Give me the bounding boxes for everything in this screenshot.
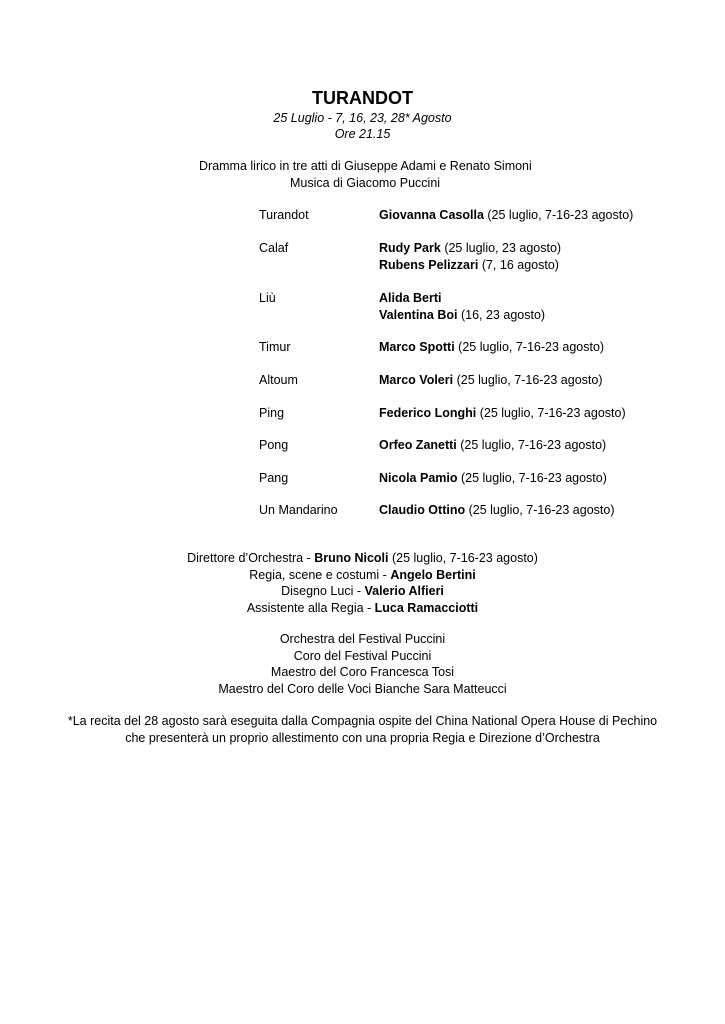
performer-name: Alida Berti <box>379 291 442 305</box>
performer-name: Marco Spotti <box>379 340 455 354</box>
performer-line <box>379 405 626 422</box>
cast-performers <box>379 290 545 324</box>
credit-label: Disegno Luci - <box>281 584 365 598</box>
credit-suffix: (25 luglio, 7-16-23 agosto) <box>388 551 538 565</box>
cast-performers <box>379 240 561 274</box>
performer-name: Nicola Pamio <box>379 471 458 485</box>
performer-line <box>379 339 604 356</box>
performer-name: Federico Longhi <box>379 406 477 420</box>
festival-line: Maestro del Coro Francesca Tosi <box>270 665 455 679</box>
performer-dates: (7, 16 agosto) <box>478 258 559 272</box>
cast-role: Pang <box>259 471 289 485</box>
cast-performers <box>379 339 604 356</box>
performer-name: Claudio Ottino <box>379 503 466 517</box>
performer-name: Rudy Park <box>379 241 441 255</box>
performer-line <box>379 307 545 324</box>
performer-dates: (25 luglio, 7-16-23 agosto) <box>453 373 603 387</box>
performer-line <box>379 470 607 487</box>
cast-role: Un Mandarino <box>259 503 338 517</box>
cast-performers <box>379 502 615 519</box>
cast-performers <box>379 437 606 454</box>
page-title: TURANDOT <box>312 88 413 108</box>
performer-name: Rubens Pelizzari <box>379 258 479 272</box>
performer-line <box>379 502 615 519</box>
cast-performers <box>379 405 626 422</box>
cast-performers <box>379 470 607 487</box>
festival-ensembles <box>0 631 725 697</box>
credit-line <box>0 600 725 617</box>
performer-line <box>379 207 633 224</box>
performance-dates: 25 Luglio - 7, 16, 23, 28* Agosto <box>273 111 452 125</box>
cast-role: Timur <box>259 340 291 354</box>
performer-name: Valentina Boi <box>379 308 458 322</box>
subtitle-composer: Musica di Giacomo Puccini <box>290 176 441 190</box>
credit-line <box>0 567 725 584</box>
festival-line: Coro del Festival Puccini <box>293 648 432 663</box>
cast-role: Calaf <box>259 241 289 255</box>
performance-time: Ore 21.15 <box>334 127 391 141</box>
performer-dates: (25 luglio, 7-16-23 agosto) <box>476 406 626 420</box>
performer-dates: (25 luglio, 7-16-23 agosto) <box>456 438 607 452</box>
footnote-line: *La recita del 28 agosto sarà eseguita dalla Compagnia ospite del China National Opera House di Pechino <box>67 714 658 728</box>
performer-name: Marco Voleri <box>379 373 454 387</box>
performer-dates: (25 luglio, 7-16-23 agosto) <box>483 208 634 222</box>
credit-line <box>0 583 725 600</box>
credit-label: Assistente alla Regia - <box>246 600 375 615</box>
performer-dates: (16, 23 agosto) <box>457 308 546 322</box>
credit-line <box>0 550 725 567</box>
performer-dates: (25 luglio, 7-16-23 agosto) <box>454 340 605 354</box>
performer-line <box>379 290 545 307</box>
cast-role: Pong <box>259 438 289 452</box>
cast-role: Liù <box>259 291 276 305</box>
cast-performers <box>379 372 603 389</box>
performer-name: Giovanna Casolla <box>379 208 484 222</box>
subtitle-librettists: Dramma lirico in tre atti di Giuseppe Adami e Renato Simoni <box>199 159 532 173</box>
performer-dates: (25 luglio, 7-16-23 agosto) <box>465 503 615 517</box>
production-credits <box>0 550 725 616</box>
credit-label: Regia, scene e costumi - <box>249 567 391 582</box>
performer-dates: (25 luglio, 7-16-23 agosto) <box>457 471 607 485</box>
festival-line: Maestro del Coro delle Voci Bianche Sara Matteucci <box>218 681 507 696</box>
credit-name: Valerio Alfieri <box>364 584 444 598</box>
footnote-line: che presenterà un proprio allestimento con una propria Regia e Direzione d’Orchestra <box>125 730 600 745</box>
credit-name: Angelo Bertini <box>390 567 476 582</box>
cast-role: Altoum <box>259 373 298 387</box>
performer-line <box>379 257 561 274</box>
performer-line <box>379 240 561 257</box>
performer-line <box>379 372 603 389</box>
credit-name: Luca Ramacciotti <box>374 600 479 615</box>
credit-name: Bruno Nicoli <box>314 551 389 565</box>
cast-role: Ping <box>259 406 285 420</box>
cast-role: Turandot <box>259 208 309 222</box>
festival-line: Orchestra del Festival Puccini <box>279 632 446 646</box>
cast-performers <box>379 207 633 224</box>
footnote <box>0 713 725 746</box>
performer-line <box>379 437 606 454</box>
credit-label: Direttore d’Orchestra - <box>187 551 315 565</box>
performer-name: Orfeo Zanetti <box>379 438 457 452</box>
performer-dates: (25 luglio, 23 agosto) <box>440 241 562 255</box>
